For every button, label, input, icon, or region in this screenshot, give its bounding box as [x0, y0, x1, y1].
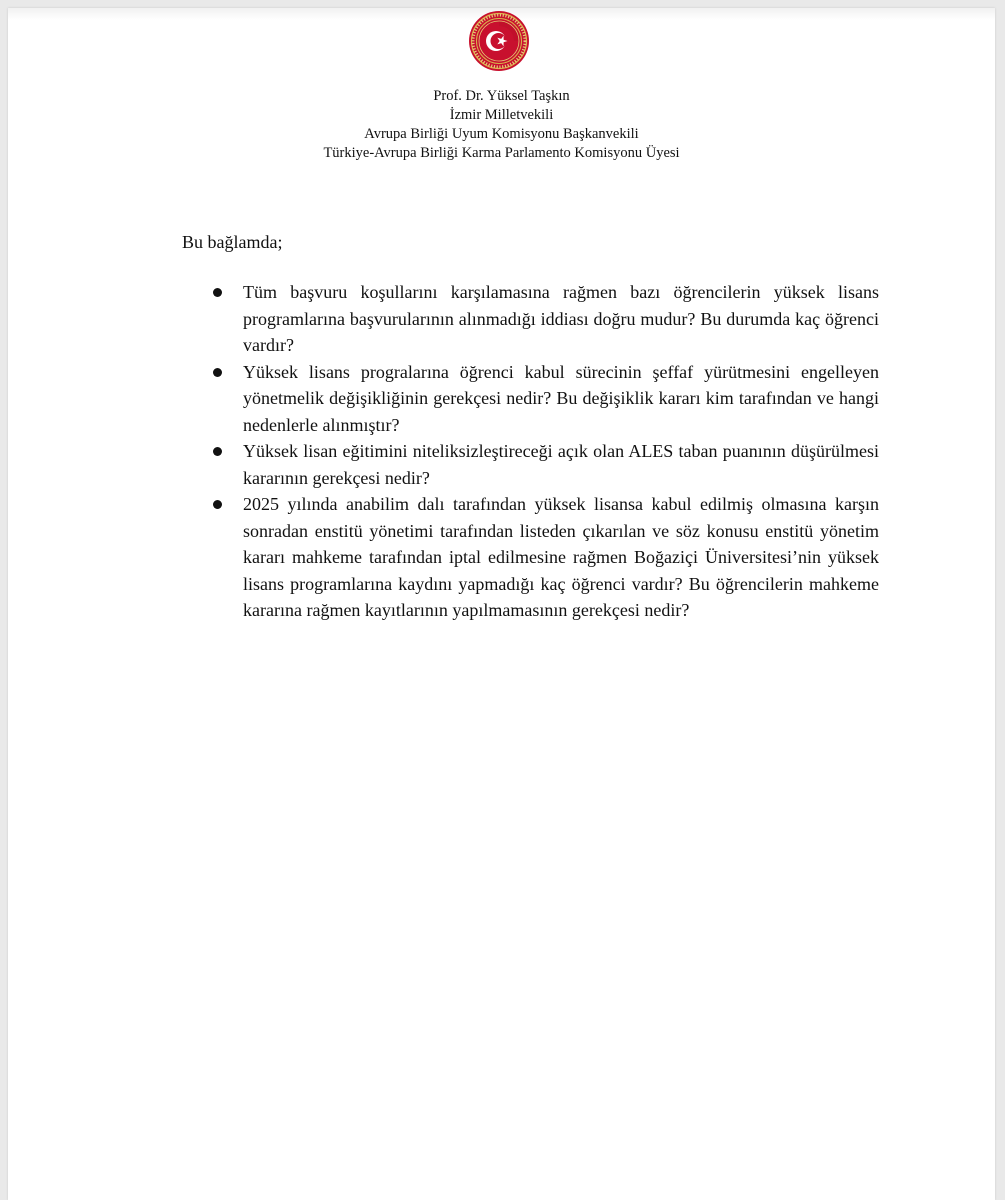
bullet-dot-icon	[213, 288, 222, 297]
question-item	[208, 279, 879, 359]
bullet-dot-icon	[213, 500, 222, 509]
question-text: Tüm başvuru koşullarını karşılamasına rağmen bazı öğrencilerin yüksek lisans programlarına başvurularının alınmadığı iddiası doğru mudur? Bu durumda kaç öğrenci vardır?	[243, 282, 879, 355]
letterhead	[8, 87, 995, 163]
question-text: 2025 yılında anabilim dalı tarafından yüksek lisansa kabul edilmiş olmasına karşın sonradan enstitü yönetimi tarafından listeden çıkarılan ve söz konusu enstitü yönetim kararı mahkeme tarafından iptal edilmesine rağmen Boğaziçi Üniversitesi’nin yüksek lisans programlarına kaydını yapmadığı kaç öğrenci vardır? Bu öğrencilerin mahkeme kararına rağmen kayıtlarının yapılmamasının gerekçesi nedir?	[243, 494, 879, 620]
intro-text: Bu bağlamda;	[182, 232, 283, 252]
question-text: Yüksek lisans progralarına öğrenci kabul sürecinin şeffaf yürütmesini engelleyen yönetmelik değişikliğinin gerekçesi nedir? Bu değişiklik kararı kim tarafından ve hangi nedenlerle alınmıştır?	[243, 361, 879, 435]
bullet-dot-icon	[213, 368, 222, 377]
question-item	[208, 359, 879, 439]
author-name: Prof. Dr. Yüksel Taşkın	[433, 88, 570, 104]
author-role-2: Türkiye-Avrupa Birliği Karma Parlamento Komisyonu Üyesi	[323, 145, 680, 161]
author-district: İzmir Milletvekili	[449, 107, 554, 123]
question-item	[208, 491, 879, 624]
tbmm-emblem-icon	[468, 10, 530, 72]
question-list	[208, 279, 879, 624]
author-role-1: Avrupa Birliği Uyum Komisyonu Başkanvekili	[364, 126, 639, 142]
question-text: Yüksek lisan eğitimini niteliksizleştireceği açık olan ALES taban puanının düşürülmesi kararının gerekçesi nedir?	[243, 441, 879, 488]
bullet-dot-icon	[213, 447, 222, 456]
question-item	[208, 438, 879, 491]
document-page	[8, 8, 995, 1200]
